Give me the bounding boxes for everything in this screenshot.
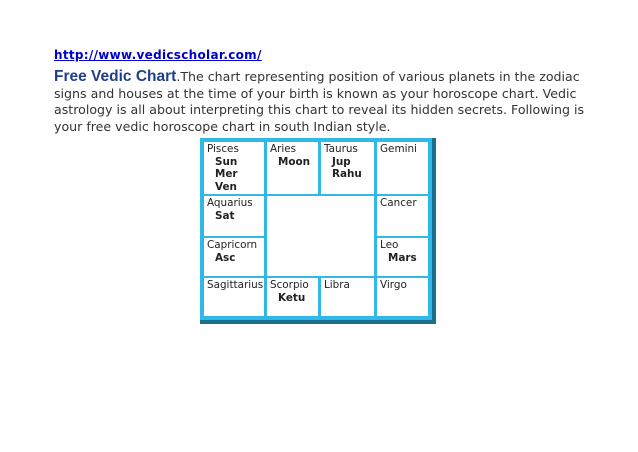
house-taurus xyxy=(321,142,374,194)
sign-label: Aquarius xyxy=(207,197,253,209)
sign-label: Taurus xyxy=(324,143,358,155)
intro-text: .The chart representing position of various planets in the zodiac signs and houses at the time of your birth is known as your horoscope chart. Vedic astrology is all about interpreting this chart to reveal its hidden secrets. Following is your free vedic horoscope chart in south Indian style. xyxy=(54,69,585,134)
sign-label: Sagittarius xyxy=(207,279,264,291)
planet-label: Asc xyxy=(215,251,236,264)
chart-frame xyxy=(200,138,436,324)
planet-label: Mars xyxy=(388,251,417,264)
chart-center xyxy=(267,196,374,276)
site-link[interactable]: http://www.vedicscholar.com/ xyxy=(54,48,262,62)
planet-label: Jup xyxy=(332,155,351,168)
house-virgo xyxy=(377,278,428,316)
house-gemini xyxy=(377,142,428,194)
sign-label: Gemini xyxy=(380,143,417,155)
planet-label: Sun xyxy=(215,155,238,168)
sign-label: Pisces xyxy=(207,143,239,155)
house-scorpio xyxy=(267,278,318,316)
house-aquarius xyxy=(204,196,264,236)
sign-label: Cancer xyxy=(380,197,417,209)
planet-label: Rahu xyxy=(332,168,362,181)
planet-label: Ven xyxy=(215,180,237,193)
house-capricorn xyxy=(204,238,264,276)
sign-label: Libra xyxy=(324,279,350,291)
house-leo xyxy=(377,238,428,276)
planet-label: Sat xyxy=(215,209,235,222)
house-pisces xyxy=(204,142,264,194)
sign-label: Leo xyxy=(380,239,399,251)
sign-label: Virgo xyxy=(380,279,407,291)
chart-heading: Free Vedic Chart xyxy=(54,68,177,85)
house-sagittarius xyxy=(204,278,264,316)
house-libra xyxy=(321,278,374,316)
planet-label: Moon xyxy=(278,155,311,168)
house-aries xyxy=(267,142,318,194)
planet-label: Ketu xyxy=(278,291,306,304)
house-cancer xyxy=(377,196,428,236)
planet-label: Mer xyxy=(215,168,238,181)
horoscope-chart xyxy=(200,138,438,326)
sign-label: Aries xyxy=(270,143,297,155)
intro-paragraph xyxy=(54,69,594,135)
sign-label: Scorpio xyxy=(270,279,309,291)
sign-label: Capricorn xyxy=(207,239,258,251)
